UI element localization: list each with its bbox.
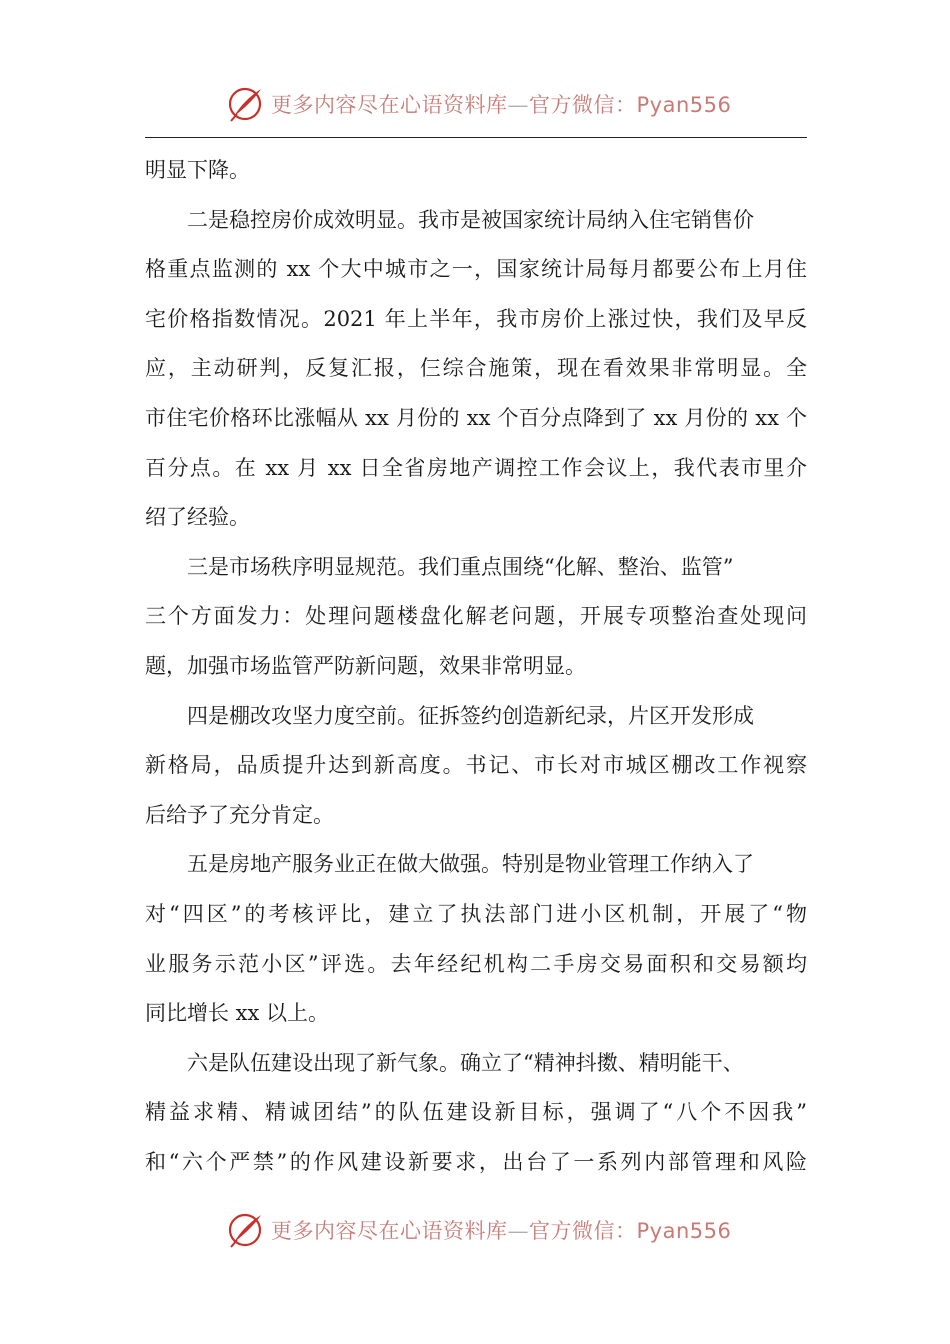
banner-handle: Pyan556: [636, 1219, 732, 1243]
quill-logo-icon: [225, 1210, 265, 1250]
text-line: 明显下降。: [145, 158, 250, 182]
text-line: 四是棚改攻坚力度空前。征拆签约创造新纪录，片区开发形成: [187, 703, 754, 728]
text-line: 市住宅价格环比涨幅从 xx 月份的 xx 个百分点降到了 xx 月份的 xx 个: [145, 405, 807, 430]
document-body: [145, 146, 807, 1187]
banner-title: 更多内容尽在心语资料库: [271, 1219, 508, 1243]
text-line: 题，加强市场监管严防新问题，效果非常明显。: [145, 653, 586, 678]
banner-label: 官方微信：: [529, 93, 637, 117]
text-line: 绍了经验。: [145, 505, 250, 530]
text-line: 宅价格指数情况。2021 年上半年，我市房价上涨过快，我们及早反: [145, 306, 807, 331]
text-line: 应，主动研判，反复汇报，仨综合施策，现在看效果非常明显。全: [145, 356, 807, 381]
text-line: 三个方面发力：处理问题楼盘化解老问题，开展专项整治查处现问: [145, 604, 807, 629]
text-line: 五是房地产服务业正在做大做强。特别是物业管理工作纳入了: [187, 852, 754, 877]
text-line: 百分点。在 xx 月 xx 日全省房地产调控工作会议上，我代表市里介: [145, 455, 807, 480]
text-line: 六是队伍建设出现了新气象。确立了“精神抖擞、精明能干、: [187, 1050, 744, 1075]
header-banner: [225, 82, 745, 126]
text-line: 业服务示范小区”评选。去年经纪机构二手房交易面积和交易额均: [145, 951, 807, 976]
banner-label: 官方微信：: [529, 1219, 637, 1243]
footer-banner-text: [271, 1215, 731, 1245]
quill-logo-icon: [225, 84, 265, 124]
text-line: 后给予了充分肯定。: [145, 802, 334, 827]
footer-banner: [225, 1208, 745, 1252]
header-divider: [145, 137, 807, 138]
banner-separator: —: [507, 93, 529, 117]
text-line: 对“四区”的考核评比，建立了执法部门进小区机制，开展了“物: [145, 901, 807, 926]
banner-title: 更多内容尽在心语资料库: [271, 93, 508, 117]
text-line: 格重点监测的 xx 个大中城市之一，国家统计局每月都要公布上月住: [145, 257, 807, 282]
text-line: 三是市场秩序明显规范。我们重点围绕“化解、整治、监管”: [187, 554, 734, 579]
text-line: 二是稳控房价成效明显。我市是被国家统计局纳入住宅销售价: [187, 207, 754, 232]
text-line: 精益求精、精诚团结”的队伍建设新目标，强调了“八个不因我”: [145, 1100, 807, 1125]
header-banner-text: [271, 89, 731, 119]
text-line: 和“六个严禁”的作风建设新要求，出台了一系列内部管理和风险: [145, 1149, 807, 1174]
text-line: 新格局，品质提升达到新高度。书记、市长对市城区棚改工作视察: [145, 753, 807, 778]
banner-separator: —: [507, 1219, 529, 1243]
text-line: 同比增长 xx 以上。: [145, 1001, 330, 1026]
banner-handle: Pyan556: [636, 93, 732, 117]
